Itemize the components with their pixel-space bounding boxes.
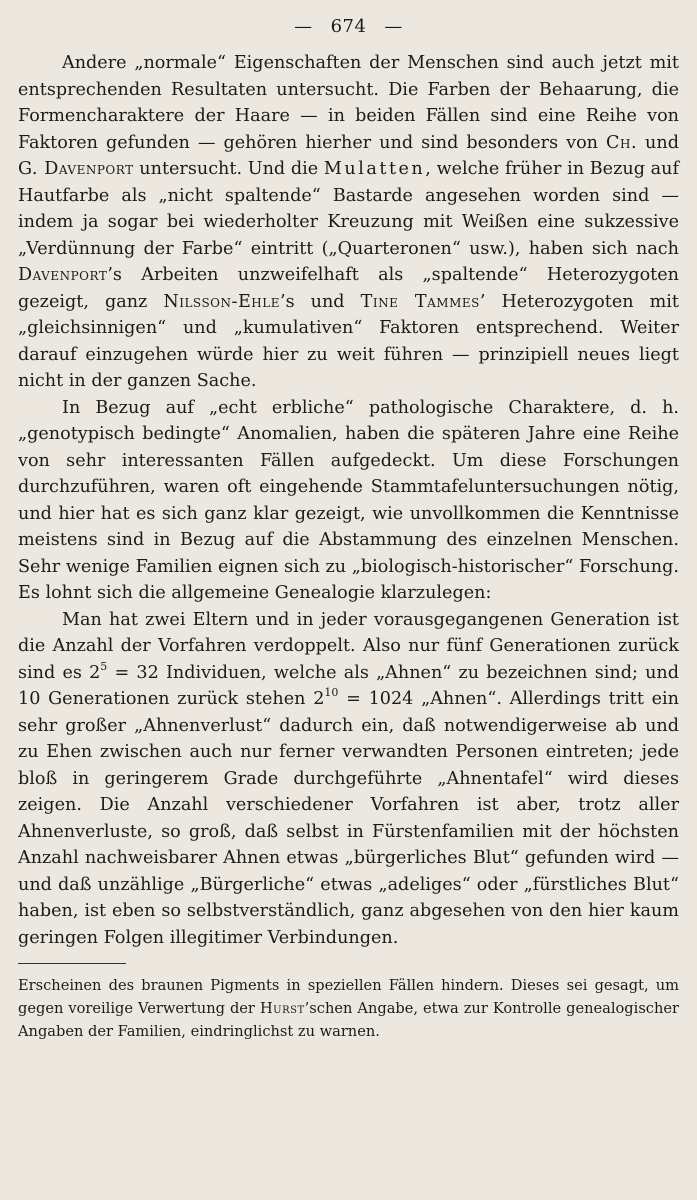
text-run: Erscheinen des braunen Pigments in speziellen Fällen hindern. Dieses sei gesagt, um gegen voreilige Verwertung der: [18, 977, 679, 1017]
text-run: ’schen Angabe, etwa zur Kontrolle genealogischer Angaben der Familien, eindringlichst zu warnen.: [18, 1000, 679, 1040]
text-run: untersucht. Und die: [133, 159, 324, 179]
author-name: Hurst: [259, 1000, 305, 1017]
author-name: G. Davenport: [18, 159, 134, 179]
text-run: ’s Arbeiten unzweifelhaft als „spaltende“ Heterozygoten gezeigt, ganz: [18, 265, 679, 312]
text-run: = 32 Individuen, welche als „Ahnen“ zu bezeichnen sind; und 10 Generationen zurück stehen 2: [18, 662, 679, 709]
header-dash-left: —: [294, 16, 313, 37]
text-run: und: [637, 132, 679, 153]
page-header: [18, 14, 679, 40]
footnote: [18, 974, 679, 1043]
page-number: 674: [330, 16, 367, 37]
footnote-divider: [18, 963, 126, 964]
exponent: 5: [100, 659, 108, 673]
spaced-term: Mulatten: [323, 159, 426, 179]
paragraph-pathological-traits: In Bezug auf „echt erbliche“ pathologische Charaktere, d. h. „genotypisch bedingte“ Anomalien, haben die späteren Jahre eine Reihe von sehr interessanten Fällen aufgedeckt. Um diese Forschungen durchzuführen, waren oft eingehende Stammtafeluntersuchungen nötig, und hier hat es sich ganz klar gezeigt, wie unvollkommen die Kenntnisse meistens sind in Bezug auf die Abstammung des einzelnen Menschen. Sehr wenige Familien eignen sich zu „biologisch-historischer“ Forschung. Es lohnt sich die allgemeine Genealogie klarzulegen:: [18, 397, 679, 603]
author-name: Tine Tammes: [360, 291, 480, 312]
author-name: Davenport: [18, 265, 108, 285]
text-run: , welche früher in Bezug auf Hautfarbe als „nicht spaltende“ Bastarde angesehen worden sind — indem ja sogar bei wiederholter Kreuzung mit Weißen eine sukzessive „Verdünnung der Farbe“ eintritt („Quarteronen“ usw.), haben sich nach: [18, 159, 680, 259]
text-run: Andere „normale“ Eigenschaften der Menschen sind auch jetzt mit entsprechenden Resultaten untersucht. Die Farben der Behaarung, die Formencharaktere der Haare — in beiden Fällen sind eine Reihe von Faktoren gefunden — gehören hierher und sind besonders von: [18, 53, 679, 153]
text-run: ’ Heterozygoten mit „gleichsinnigen“ und „kumulativen“ Faktoren entsprechend. Weiter darauf einzugehen würde hier zu weit führen — prinzipiell neues liegt nicht in der ganzen Sache.: [18, 291, 679, 391]
text-run: = 1024 „Ahnen“. Allerdings tritt ein sehr großer „Ahnenverlust“ dadurch ein, daß notwendigerweise ab und zu Ehen zwischen auch nur ferner verwandten Personen eintreten; jede bloß in geringerem Grade durchgeführte „Ahnentafel“ wird dieses zeigen. Die Anzahl verschiedener Vorfahren ist aber, trotz aller Ahnenverluste, so groß, daß selbst in Fürstenfamilien mit der höchsten Anzahl nachweisbarer Ahnen etwas „bürgerliches Blut“ gefunden wird — und daß unzählige „Bürgerliche“ etwas „adeliges“ oder „fürstliches Blut“ haben, ist eben so selbstverständlich, ganz abgesehen von den hier kaum geringen Folgen illegitimer Verbindungen.: [18, 689, 679, 948]
author-name: Nilsson-Ehle: [163, 291, 280, 312]
main-text: [18, 50, 679, 951]
header-dash-right: —: [384, 16, 403, 37]
text-run: ’s und: [279, 291, 361, 312]
paragraph-normal-traits: [18, 50, 679, 395]
text-run: Man hat zwei Eltern und in jeder vorausgegangenen Generation ist die Anzahl der Vorfahren verdoppelt. Also nur fünf Generationen zurück sind es 2: [18, 609, 679, 683]
exponent: 10: [324, 686, 339, 699]
author-name: Ch.: [606, 132, 638, 153]
paragraph-genealogy: [18, 607, 679, 952]
